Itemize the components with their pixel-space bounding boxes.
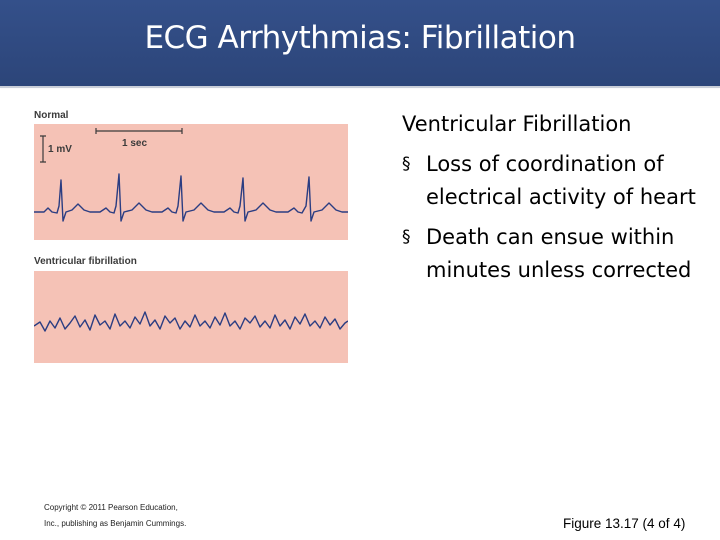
scale-voltage-label: 1 mV xyxy=(48,144,72,155)
copyright-note: Copyright © 2011 Pearson Education, Inc., publishing as Benjamin Cummings. xyxy=(44,503,187,528)
figure-reference: Figure 13.17 (4 of 4) xyxy=(563,516,686,531)
title-divider xyxy=(0,86,720,88)
bullet-marker: § xyxy=(402,154,411,174)
bullet-item xyxy=(402,148,707,214)
vfib-ecg-trace xyxy=(34,271,348,363)
bullet-text: Death can ensue within minutes unless corrected xyxy=(426,225,692,282)
bullet-item xyxy=(402,221,707,287)
slide-title: ECG Arrhythmias: Fibrillation xyxy=(144,20,576,56)
bullet-text: Loss of coordination of electrical activity of heart xyxy=(426,152,696,209)
vfib-ecg-panel xyxy=(34,271,348,363)
normal-ecg-label: Normal xyxy=(34,110,69,121)
normal-ecg-trace xyxy=(34,124,348,240)
vfib-ecg-label: Ventricular fibrillation xyxy=(34,256,137,267)
content-text xyxy=(402,108,707,287)
normal-ecg-panel xyxy=(34,124,348,240)
bullet-marker: § xyxy=(402,227,411,247)
scale-time-label: 1 sec xyxy=(122,138,148,149)
title-bar xyxy=(0,0,720,86)
content-heading: Ventricular Fibrillation xyxy=(402,112,632,136)
